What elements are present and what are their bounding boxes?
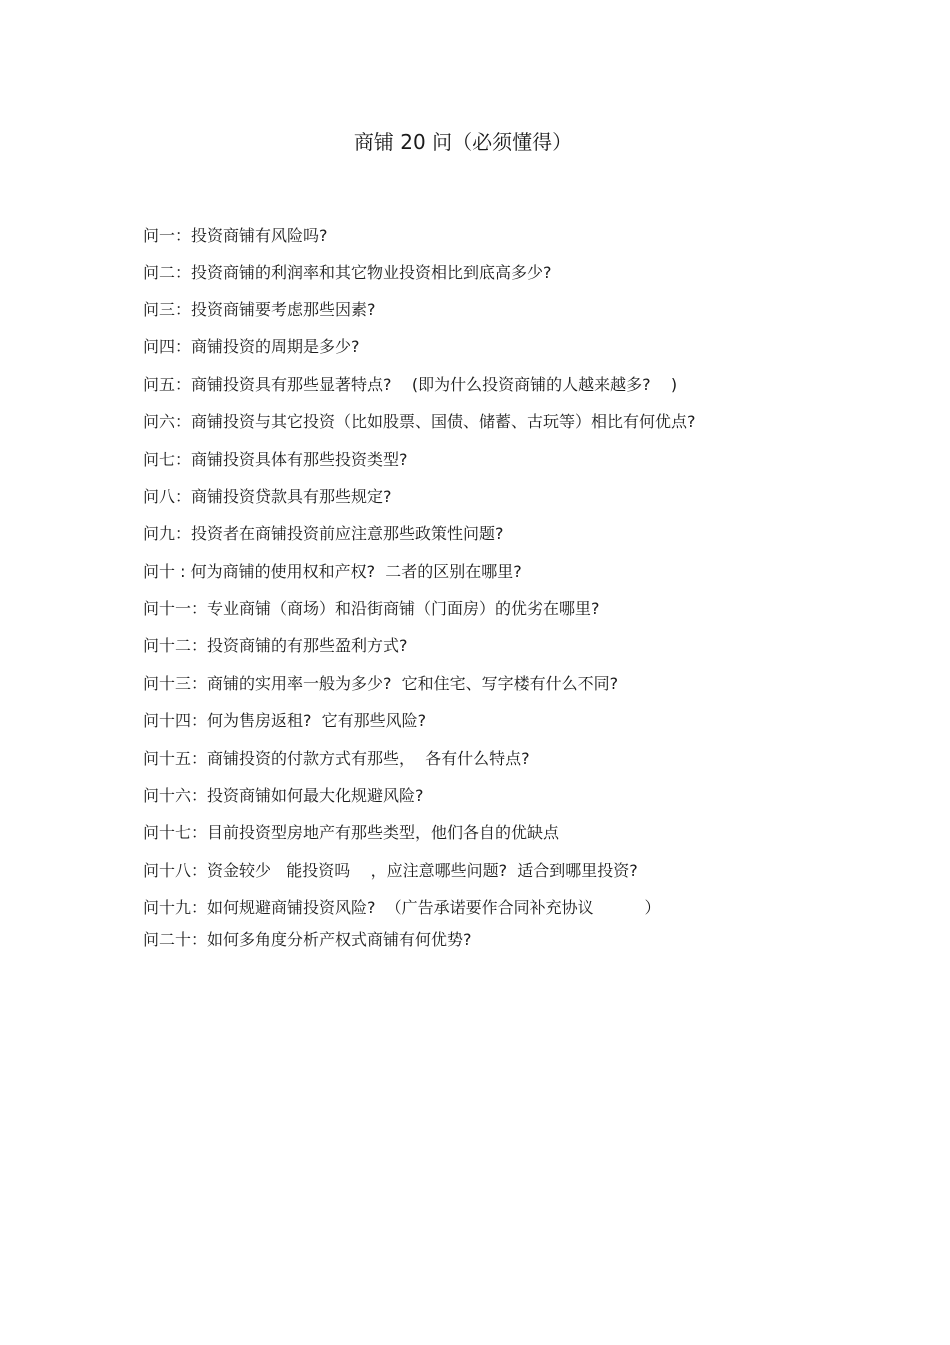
question-item: 问一：投资商铺有风险吗? xyxy=(143,226,328,245)
question-item: 问十三：商铺的实用率一般为多少? 它和住宅、写字楼有什么不同? xyxy=(143,674,619,693)
question-item: 问七：商铺投资具体有那些投资类型? xyxy=(143,450,408,469)
question-item: 问十二：投资商铺的有那些盈利方式? xyxy=(143,636,408,655)
question-item: 问三：投资商铺要考虑那些因素? xyxy=(143,300,376,319)
question-item: 问十六：投资商铺如何最大化规避风险? xyxy=(143,786,424,805)
question-item: 问六：商铺投资与其它投资（比如股票、国债、储蓄、古玩等）相比有何优点? xyxy=(143,412,696,431)
question-item: 问九：投资者在商铺投资前应注意那些政策性问题? xyxy=(143,524,504,543)
question-item: 问五：商铺投资具有那些显著特点? (即为什么投资商铺的人越来越多? ) xyxy=(143,375,678,394)
question-item: 问十一：专业商铺（商场）和沿街商铺（门面房）的优劣在哪里? xyxy=(143,599,600,618)
question-item: 问十五：商铺投资的付款方式有那些， 各有什么特点? xyxy=(143,749,530,768)
question-item: 问十四：何为售房返租? 它有那些风险? xyxy=(143,711,427,730)
question-item: 问十 : 何为商铺的使用权和产权? 二者的区别在哪里? xyxy=(143,562,522,581)
question-item: 问八：商铺投资贷款具有那些规定? xyxy=(143,487,392,506)
question-item: 问二十：如何多角度分析产权式商铺有何优势? xyxy=(143,930,472,949)
question-item: 问十七：目前投资型房地产有那些类型，他们各自的优缺点 xyxy=(143,823,560,842)
question-item: 问十九：如何规避商铺投资风险? （广告承诺要作合同补充协议 ） xyxy=(143,898,661,917)
question-item: 问十八：资金较少 能投资吗 ，应注意哪些问题? 适合到哪里投资? xyxy=(143,861,638,880)
page-title: 商铺 20 问（必须懂得） xyxy=(353,130,573,154)
question-item: 问二：投资商铺的利润率和其它物业投资相比到底高多少? xyxy=(143,263,552,282)
question-item: 问四：商铺投资的周期是多少? xyxy=(143,337,360,356)
